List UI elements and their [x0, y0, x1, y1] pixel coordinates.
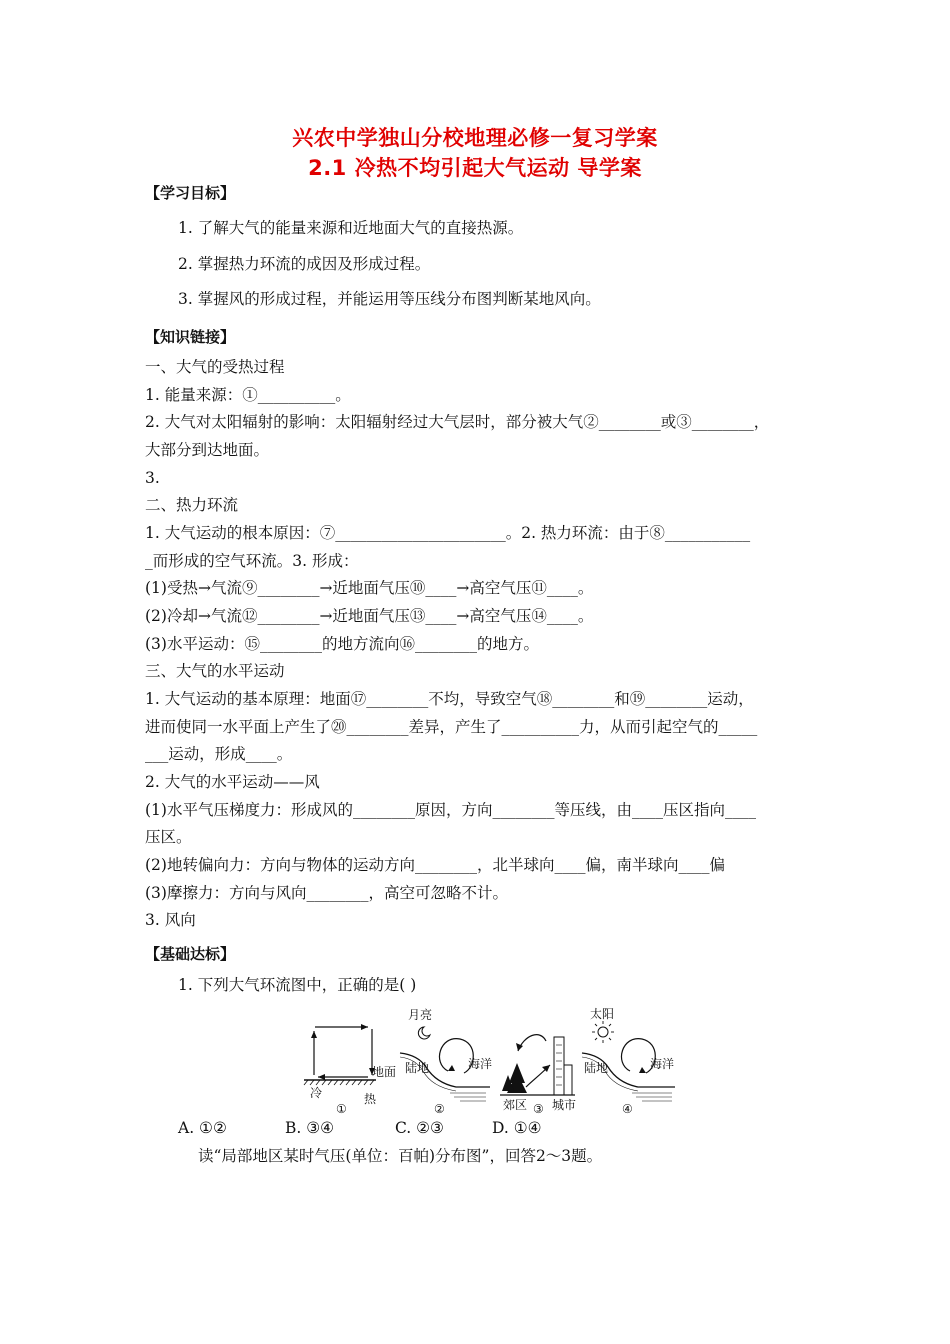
knowledge-line: 1. 能量来源：①__________。 — [145, 386, 351, 404]
sun-icon — [598, 1027, 608, 1037]
panel-2 — [400, 1008, 492, 1115]
objective-item: 1. 了解大气的能量来源和近地面大气的直接热源。 — [178, 219, 524, 237]
option-a: A. ①② — [178, 1119, 227, 1137]
option-d: D. ①④ — [492, 1119, 542, 1137]
label-ocean: 海洋 — [468, 1057, 493, 1071]
circulation-figure — [300, 1005, 690, 1115]
knowledge-line: 三、大气的水平运动 — [145, 662, 285, 680]
reading-instruction: 读“局部地区某时气压(单位：百帕)分布图”，回答2～3题。 — [198, 1147, 603, 1165]
knowledge-line: _而形成的空气环流。3. 形成： — [145, 552, 359, 570]
knowledge-line: 压区。 — [145, 828, 192, 846]
label-ground: 地面 — [372, 1065, 397, 1079]
building-icon — [554, 1037, 564, 1095]
label-city: 城市 — [552, 1098, 577, 1112]
option-b: B. ③④ — [285, 1119, 335, 1137]
label-land: 陆地 — [584, 1061, 609, 1075]
knowledge-line: (1)水平气压梯度力：形成风的________原因，方向________等压线，由____压区指向____ — [145, 801, 756, 819]
knowledge-line: 3. 风向 — [145, 911, 196, 929]
knowledge-heading: 【知识链接】 — [145, 328, 236, 346]
option-c: C. ②③ — [395, 1119, 444, 1137]
panel-4 — [582, 1006, 675, 1115]
question-1: 1. 下列大气环流图中，正确的是( ) — [178, 976, 417, 994]
label-sun: 太阳 — [590, 1007, 615, 1021]
knowledge-line: (1)受热→气流⑨________→近地面气压⑩____→高空气压⑪____。 — [145, 579, 594, 597]
knowledge-line: 进而使同一水平面上产生了⑳________差异，产生了__________力，从而引起空气的_____ — [145, 718, 758, 736]
objectives-heading: 【学习目标】 — [145, 184, 236, 202]
knowledge-line: ___运动，形成____。 — [145, 745, 293, 763]
basics-heading: 【基础达标】 — [145, 945, 236, 963]
label-land: 陆地 — [405, 1061, 430, 1075]
knowledge-line: 3. — [145, 469, 160, 487]
knowledge-line: 二、热力环流 — [145, 496, 239, 514]
objective-item: 2. 掌握热力环流的成因及形成过程。 — [178, 255, 431, 273]
knowledge-line: 1. 大气运动的根本原因：⑦______________________。2. 热力环流：由于⑧___________ — [145, 524, 751, 542]
knowledge-line: 2. 大气对太阳辐射的影响：太阳辐射经过大气层时，部分被大气②________或③________， — [145, 413, 770, 431]
panel-1 — [304, 1024, 396, 1115]
panel-3 — [500, 1035, 576, 1115]
label-hot: 热 — [364, 1092, 377, 1106]
knowledge-line: (3)摩擦力：方向与风向________，高空可忽略不计。 — [145, 884, 508, 902]
objective-item: 3. 掌握风的形成过程，并能运用等压线分布图判断某地风向。 — [178, 290, 601, 308]
document-subtitle: 2.1 冷热不均引起大气运动 导学案 — [308, 156, 642, 180]
label-suburb: 郊区 — [503, 1098, 528, 1112]
panel-number-2: ② — [434, 1102, 445, 1115]
panel-number-4: ④ — [622, 1102, 633, 1115]
panel-number-3: ③ — [533, 1102, 544, 1115]
knowledge-line: (2)地转偏向力：方向与物体的运动方向________，北半球向____偏，南半球向____偏 — [145, 856, 725, 874]
knowledge-line: 1. 大气运动的基本原理：地面⑰________不均，导致空气⑱________和⑲________运动， — [145, 690, 754, 708]
label-moon: 月亮 — [408, 1008, 433, 1022]
knowledge-line: 2. 大气的水平运动——风 — [145, 773, 320, 791]
knowledge-line: 一、大气的受热过程 — [145, 358, 285, 376]
panel-number-1: ① — [336, 1102, 347, 1115]
knowledge-line: (3)水平运动：⑮________的地方流向⑯________的地方。 — [145, 635, 539, 653]
document-title: 兴农中学独山分校地理必修一复习学案 — [292, 126, 658, 150]
label-cold: 冷 — [310, 1086, 323, 1100]
knowledge-line: 大部分到达地面。 — [145, 441, 270, 459]
knowledge-line: (2)冷却→气流⑫________→近地面气压⑬____→高空气压⑭____。 — [145, 607, 594, 625]
moon-icon — [418, 1027, 430, 1039]
label-ocean: 海洋 — [650, 1057, 675, 1071]
